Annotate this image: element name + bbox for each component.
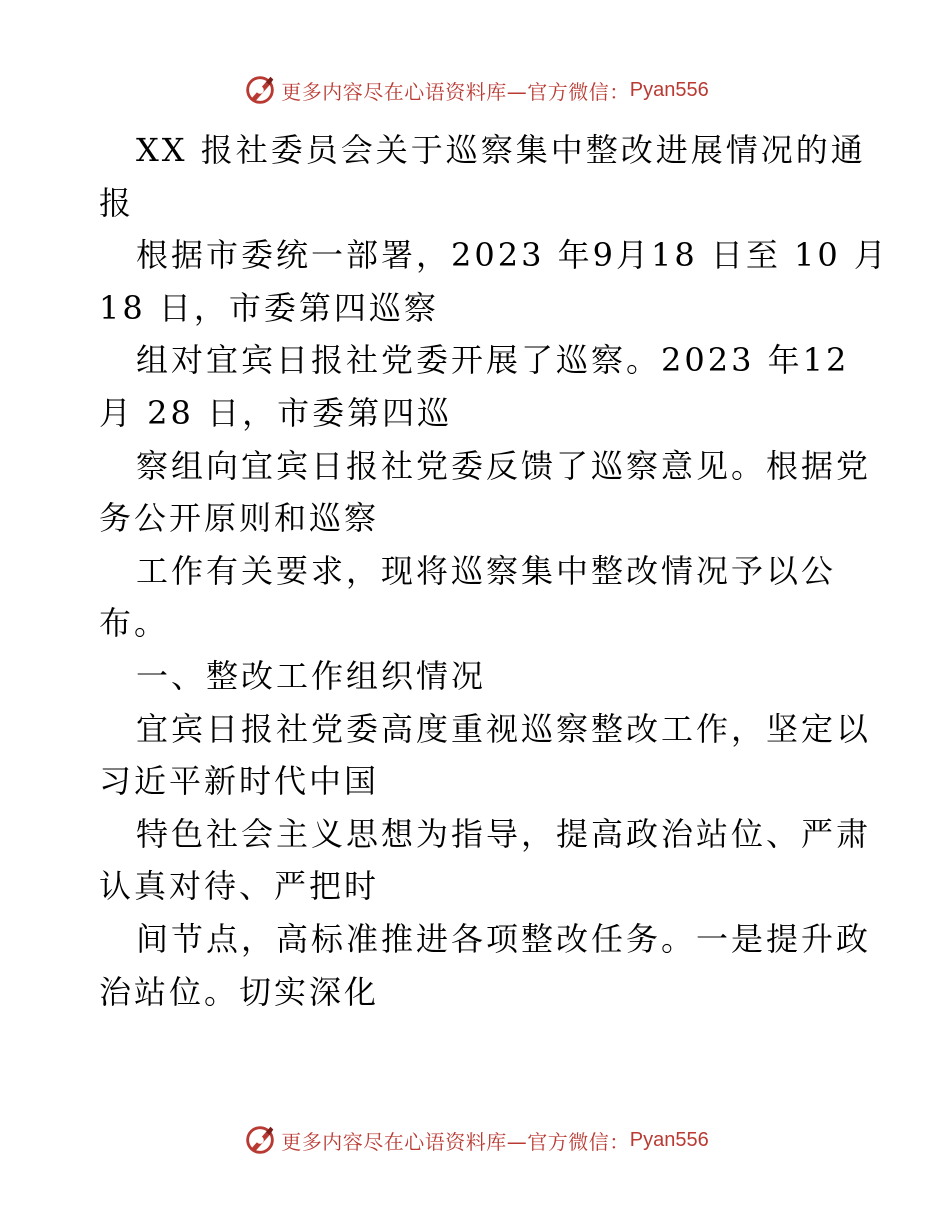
paragraph-line: 认真对待、严把时 [99, 867, 380, 906]
document-body [99, 124, 889, 1018]
watermark-text: 更多内容尽在心语资料库—官方微信： [281, 1129, 630, 1154]
paragraph-line: 习近平新时代中国 [99, 762, 380, 801]
paragraph-line: 察组向宜宾日报社党委反馈了巡察意见。根据党 [136, 446, 872, 485]
watermark-header [0, 70, 950, 110]
watermark-footer [0, 1120, 950, 1160]
pen-logo-icon [241, 71, 279, 109]
watermark-wechat-id: Pyan556 [629, 1128, 709, 1151]
paragraph-line: 宜宾日报社党委高度重视巡察整改工作，坚定以 [136, 709, 872, 748]
paragraph-line: 月 28 日，市委第四巡 [99, 393, 453, 432]
paragraph-line: 根据市委统一部署，2023 年9月18 日至 10 月 [136, 236, 889, 275]
paragraph-line: 组对宜宾日报社党委开展了巡察。2023 年12 [136, 341, 850, 380]
paragraph-line: 18 日，市委第四巡察 [99, 288, 439, 327]
title-line: XX 报社委员会关于巡察集中整改进展情况的通 [136, 131, 866, 169]
watermark-wechat-id: Pyan556 [629, 78, 709, 101]
paragraph-line: 治站位。切实深化 [99, 972, 380, 1011]
paragraph-line: 间节点，高标准推进各项整改任务。一是提升政 [136, 919, 872, 958]
paragraph-line: 特色社会主义思想为指导，提高政治站位、严肃 [136, 814, 872, 853]
title-line: 报 [99, 183, 135, 222]
paragraph-line: 务公开原则和巡察 [99, 499, 380, 538]
paragraph-line: 布。 [99, 604, 170, 643]
paragraph-line: 工作有关要求，现将巡察集中整改情况予以公 [136, 551, 837, 590]
pen-logo-icon [241, 1121, 279, 1159]
watermark-text: 更多内容尽在心语资料库—官方微信： [281, 79, 630, 104]
section-heading: 一、整改工作组织情况 [136, 656, 487, 695]
